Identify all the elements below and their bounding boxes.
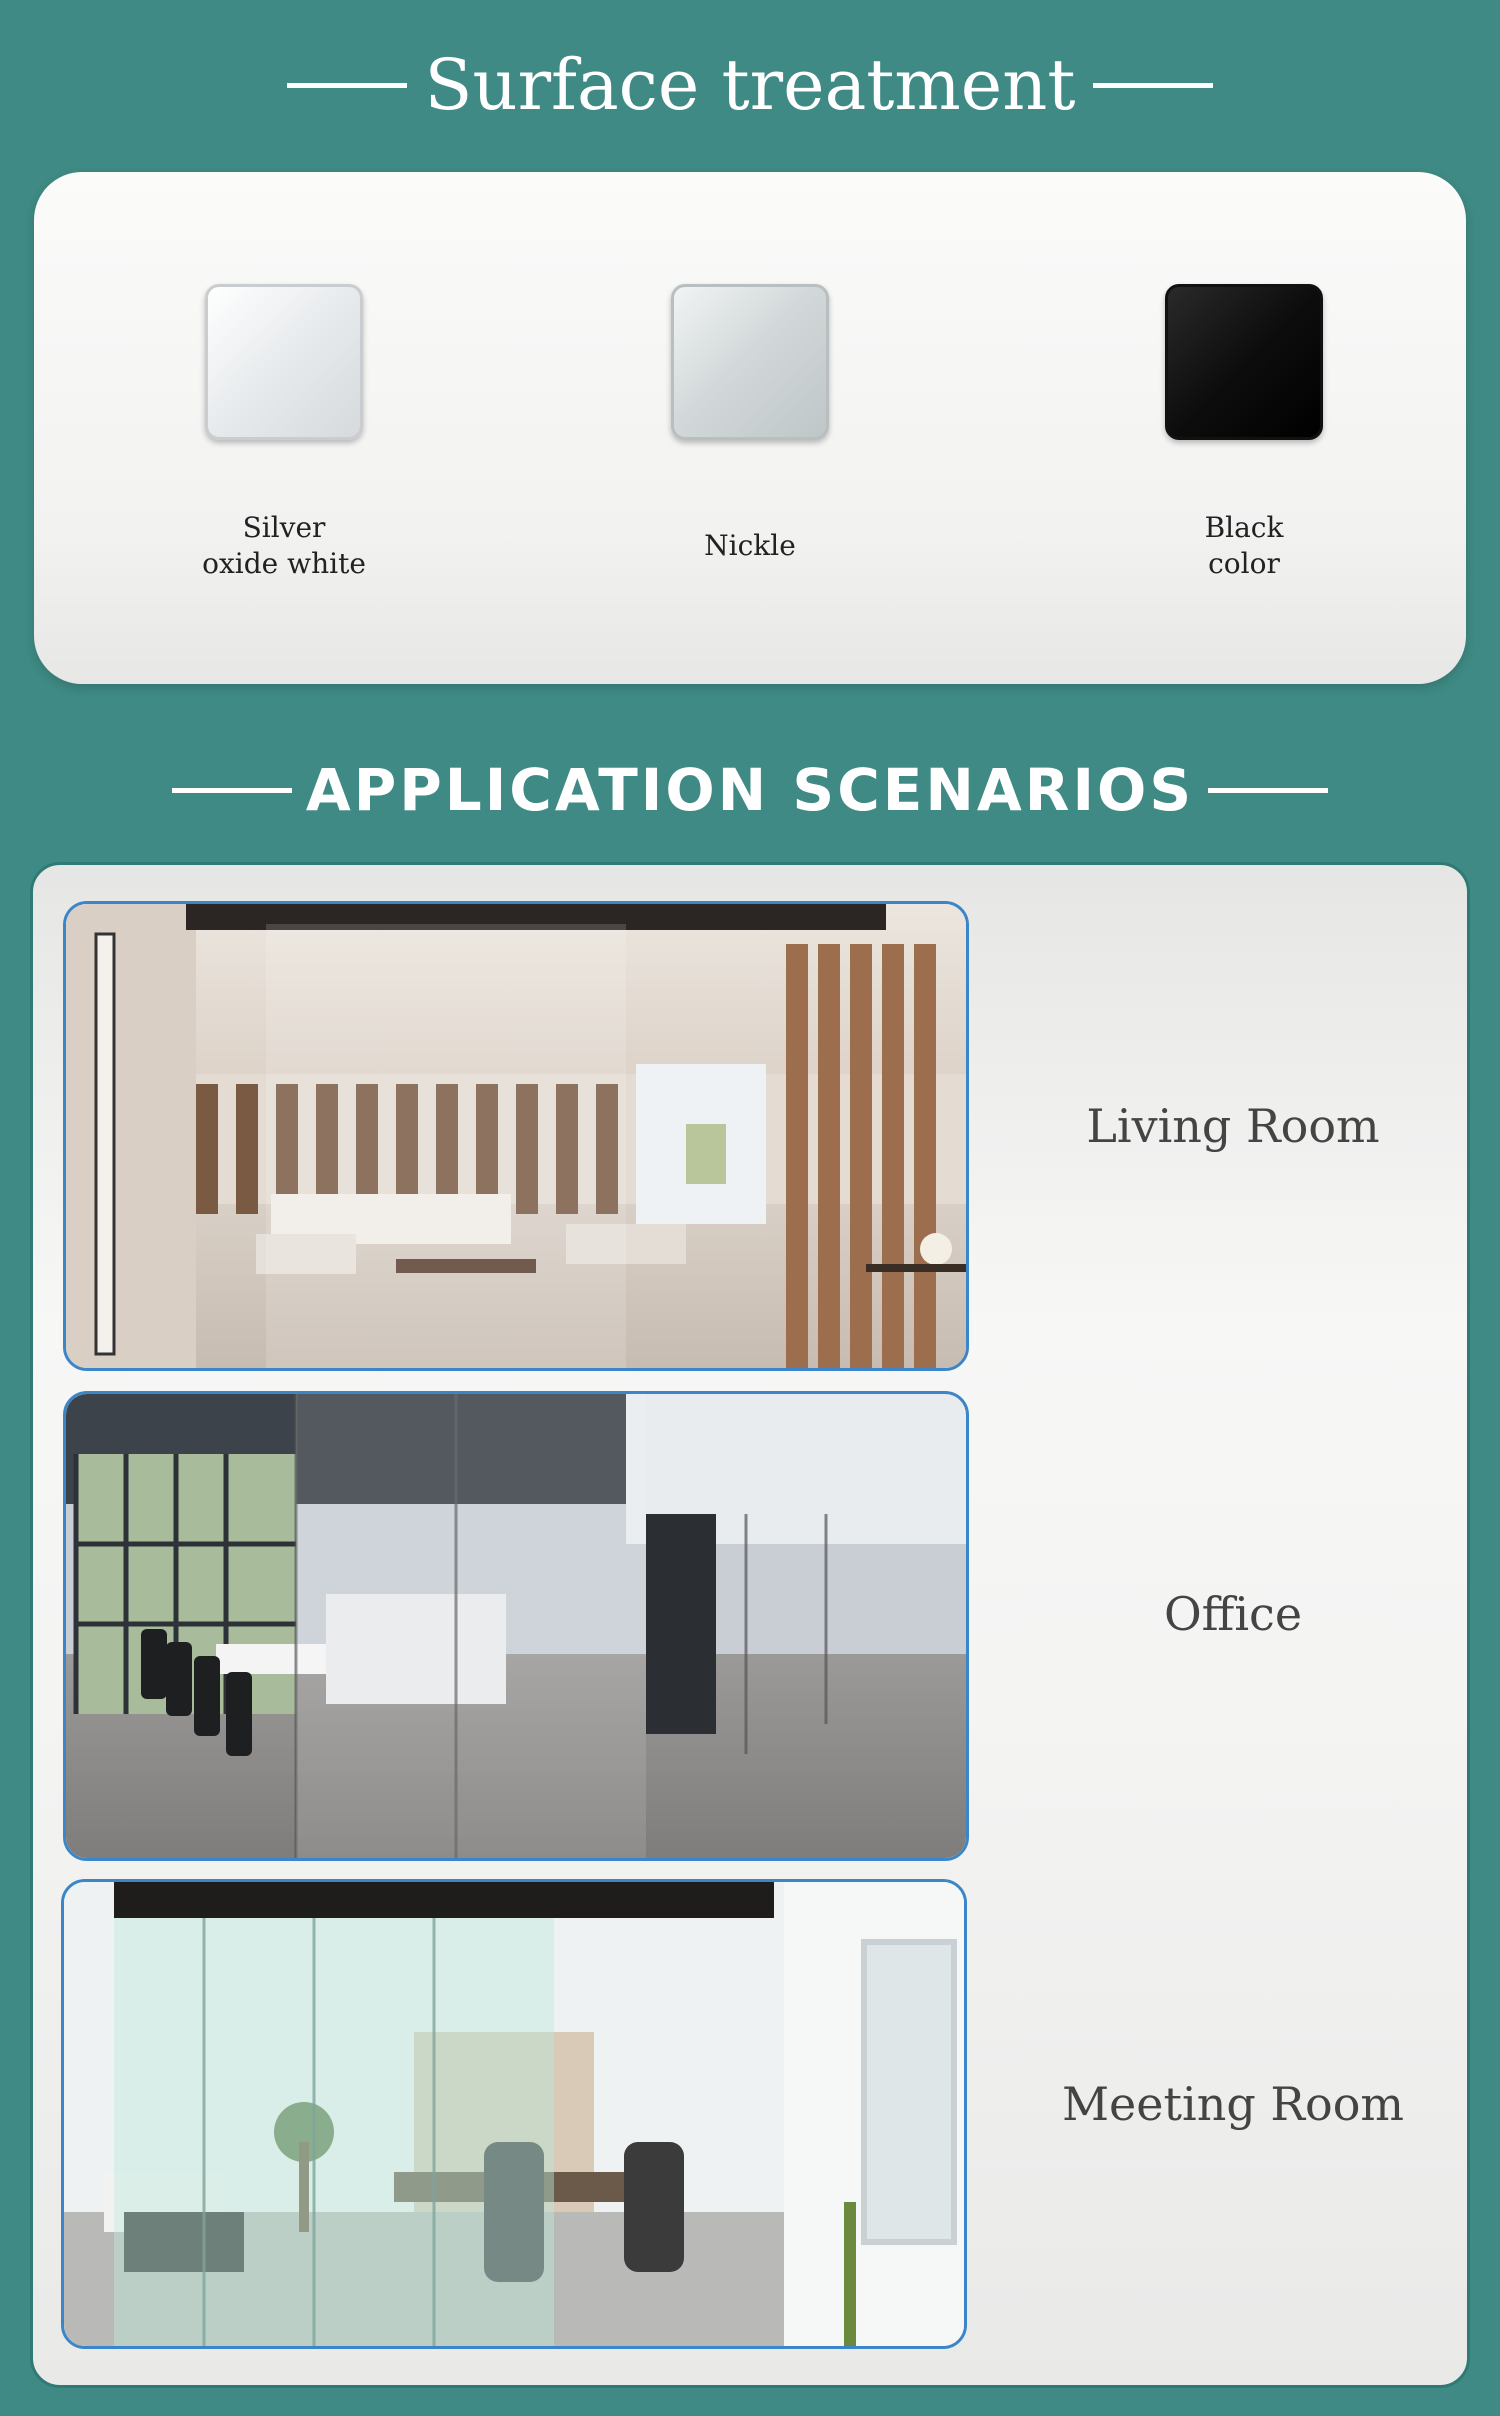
- application-scenarios-panel: [30, 862, 1470, 2388]
- surface-option-silver[interactable]: [104, 284, 464, 586]
- silver-label: Silver oxide white: [202, 511, 366, 580]
- surface-treatment-title: [0, 40, 1500, 130]
- silver-swatch: [205, 284, 363, 440]
- nickel-swatch: [671, 284, 829, 440]
- black-label: Black color: [1204, 511, 1284, 580]
- surface-options-panel: [34, 172, 1466, 684]
- title-rule-right: [1093, 83, 1213, 88]
- meeting-room-label: Meeting Room: [1061, 2077, 1405, 2131]
- living-room-image: [63, 901, 969, 1371]
- surface-title-text: Surface treatment: [424, 44, 1076, 126]
- living-room-illustration: [66, 904, 966, 1368]
- living-room-label: Living Room: [1086, 1099, 1380, 1153]
- title-rule-right: [1208, 788, 1328, 793]
- title-rule-left: [287, 83, 407, 88]
- meeting-room-illustration: [64, 1882, 964, 2346]
- office-label: Office: [1163, 1587, 1303, 1641]
- applications-title-text: APPLICATION SCENARIOS: [305, 756, 1195, 824]
- application-scenarios-title: [0, 745, 1500, 835]
- office-illustration: [66, 1394, 966, 1858]
- nickel-label: Nickle: [704, 529, 796, 562]
- surface-option-nickel[interactable]: [570, 284, 930, 586]
- office-image: [63, 1391, 969, 1861]
- meeting-room-image: [61, 1879, 967, 2349]
- surface-option-black[interactable]: [1064, 284, 1424, 586]
- black-swatch: [1165, 284, 1323, 440]
- title-rule-left: [172, 788, 292, 793]
